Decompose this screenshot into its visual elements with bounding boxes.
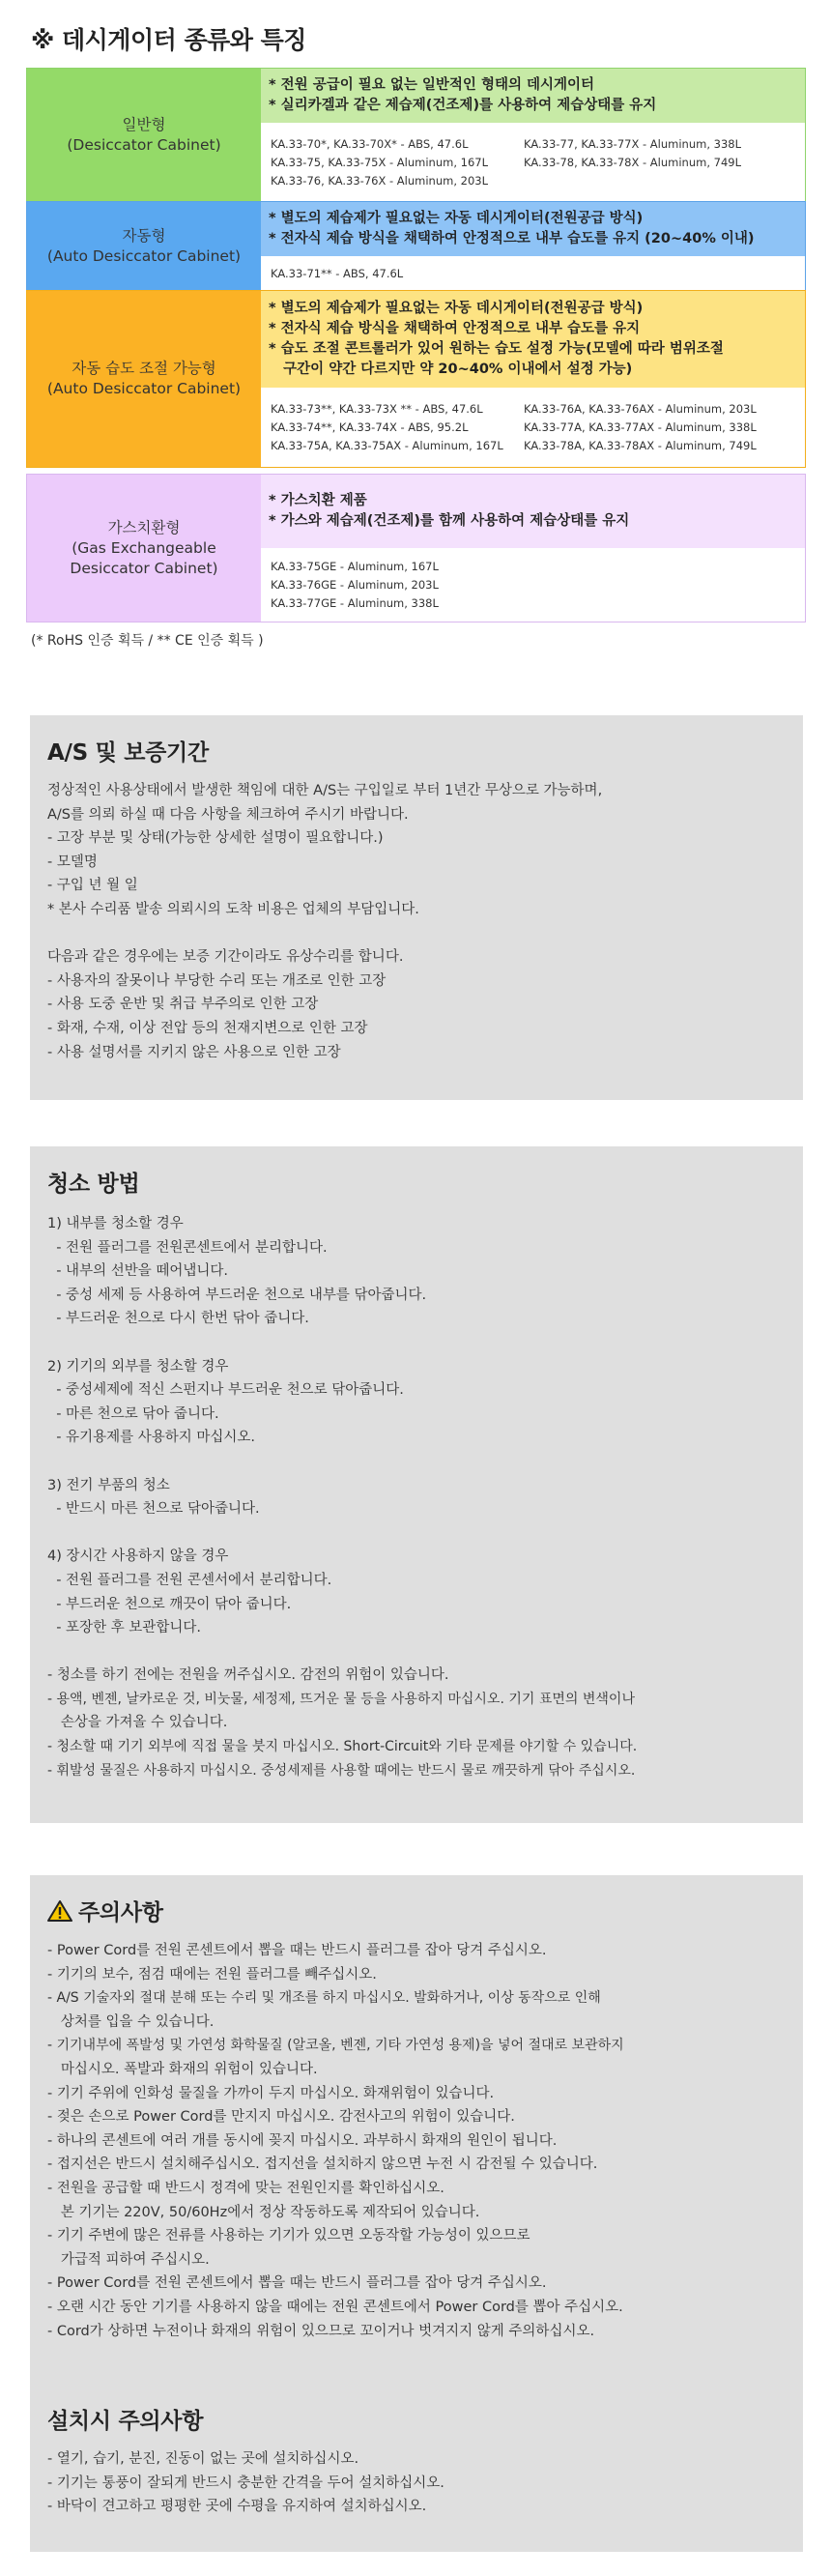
feature-item: * 가스치환 제품 [269, 493, 367, 508]
text-line [47, 1450, 793, 1474]
text-line: - 하나의 콘센트에 여러 개를 동시에 꽂지 마십시오. 과부하시 화재의 원인이 됩니다. [47, 2132, 558, 2149]
text-line: 2) 기기의 외부를 청소할 경우 [47, 1358, 229, 1375]
model-item: KA.33-75GE - Aluminum, 167L [271, 559, 439, 573]
type-name-en: Desiccator Cabinet) [70, 559, 218, 577]
type-name-ko: 가스치환형 [107, 518, 181, 536]
text-line: - 포장한 후 보관합니다. [47, 1620, 201, 1636]
model-list [261, 388, 805, 467]
text-line: - Cord가 상하면 누전이나 화재의 위험이 있으므로 꼬이거나 벗겨지지 않게 주의하십시오. [47, 2323, 595, 2339]
warranty-title: A/S 및 보증기간 [47, 740, 209, 766]
model-list [261, 256, 805, 291]
text-line: - 부드러운 천으로 깨끗이 닦아 줍니다. [47, 1596, 292, 1612]
type-detail-cell [261, 69, 805, 202]
installation-title: 설치시 주의사항 [47, 2409, 204, 2434]
text-line: 정상적인 사용상태에서 발생한 책임에 대한 A/S는 구입일로 부터 1년간 무상으로 가능하며, [47, 783, 603, 798]
text-line: - 바닥이 견고하고 평평한 곳에 수평을 유지하여 설치하십시오. [47, 2499, 427, 2515]
text-line: - 용액, 벤젠, 날카로운 것, 비눗물, 세정제, 뜨거운 물 등을 사용하지 마십시오. 기기 표면의 변색이나 [47, 1691, 635, 1707]
feature-item: * 습도 조절 콘트롤러가 있어 원하는 습도 설정 가능(모델에 따라 범위조절 [269, 341, 724, 357]
text-line [47, 1521, 793, 1546]
model-item: KA.33-78, KA.33-78X - Aluminum, 749L [524, 155, 741, 169]
type-row-gas-exchangeable [26, 474, 806, 622]
text-line: - 청소할 때 기기 외부에 직접 물을 붓지 마십시오. Short-Circuit와 기타 문제를 야기할 수 있습니다. [47, 1739, 638, 1755]
model-item: KA.33-77GE - Aluminum, 338L [271, 595, 439, 610]
text-line: * 본사 수리품 발송 의뢰시의 도착 비용은 업체의 부담입니다. [47, 901, 419, 917]
text-line: 손상을 가져올 수 있습니다. [47, 1715, 228, 1731]
text-line: 3) 전기 부품의 청소 [47, 1477, 170, 1493]
type-row-auto-humidity [26, 290, 806, 468]
text-line: - 중성세제에 적신 스펀지나 부드러운 천으로 닦아줍니다. [47, 1382, 404, 1399]
model-item: KA.33-75, KA.33-75X - Aluminum, 167L [271, 155, 488, 169]
cleaning-title: 청소 방법 [47, 1172, 140, 1197]
text-line: 가급적 피하여 주십시오. [47, 2251, 210, 2268]
type-name-cell [27, 475, 261, 622]
type-name-en: (Auto Desiccator Cabinet) [46, 380, 242, 397]
text-line: - 접지선은 반드시 설치해주십시오. 접지선을 설치하지 않으면 누전 시 감전될 수 있습니다. [47, 2156, 598, 2173]
model-item: KA.33-77, KA.33-77X - Aluminum, 338L [524, 136, 741, 151]
text-line: - 마른 천으로 닦아 줍니다. [47, 1405, 219, 1422]
text-line: - 전원을 공급할 때 반드시 정격에 맞는 전원인지를 확인하십시오. [47, 2180, 444, 2196]
feature-list [261, 291, 805, 388]
type-name-en: (Auto Desiccator Cabinet) [46, 247, 242, 265]
type-name-ko: 자동형 [122, 227, 166, 245]
cleaning-text [47, 1212, 793, 1782]
text-line: - 기기내부에 폭발성 및 가연성 화학물질 (알코올, 벤젠, 기타 가연성 용제)을 넣어 절대로 보관하지 [47, 2038, 624, 2054]
warranty-text [47, 779, 793, 1064]
text-line: - 사용자의 잘못이나 부당한 수리 또는 개조로 인한 고장 [47, 972, 387, 989]
cautions-panel [30, 1875, 803, 2552]
text-line: - 오랜 시간 동안 기기를 사용하지 않을 때에는 전원 콘센트에서 Power Cord를 뽑아 주십시오. [47, 2299, 623, 2315]
type-detail-cell [261, 475, 805, 622]
text-line: - 휘발성 물질은 사용하지 마십시오. 중성세제를 사용할 때에는 반드시 물로 깨끗하게 닦아 주십시오. [47, 1762, 636, 1779]
text-line: - 화재, 수재, 이상 전압 등의 천재지변으로 인한 고장 [47, 1020, 368, 1036]
text-line [47, 1640, 793, 1664]
types-section-title: ※ 데시게이터 종류와 특징 [31, 26, 306, 54]
text-line: - 유기용제를 사용하지 마십시오. [47, 1430, 255, 1446]
model-item: KA.33-75A, KA.33-75AX - Aluminum, 167L [271, 438, 503, 452]
text-line: 마십시오. 폭발과 화재의 위험이 있습니다. [47, 2061, 318, 2077]
text-line: - 기기 주변에 많은 전류를 사용하는 기기가 있으면 오동작할 가능성이 있으므로 [47, 2228, 530, 2244]
feature-item: * 전자식 제습 방식을 채택하여 안정적으로 내부 습도를 유지 (20~40% 이내) [269, 231, 755, 246]
text-line [47, 922, 793, 946]
model-item: KA.33-76A, KA.33-76AX - Aluminum, 203L [524, 401, 757, 416]
cleaning-panel [30, 1146, 803, 1823]
text-line: - 기기는 통풍이 잘되게 반드시 충분한 간격을 두어 설치하십시오. [47, 2475, 444, 2491]
text-line: 1) 내부를 청소할 경우 [47, 1216, 184, 1231]
text-line: - 부드러운 천으로 다시 한번 닦아 줍니다. [47, 1311, 309, 1327]
warranty-panel [30, 715, 803, 1100]
text-line: - 기기의 보수, 점검 때에는 전원 플러그를 빼주십시오. [47, 1966, 377, 1983]
text-line: - 전원 플러그를 전원 콘센서에서 분리합니다. [47, 1572, 332, 1588]
type-name-ko: 자동 습도 조절 가능형 [72, 360, 216, 377]
feature-item: * 전자식 제습 방식을 채택하여 안정적으로 내부 습도를 유지 [269, 321, 641, 336]
text-line: - 중성 세제 등 사용하여 부드러운 천으로 내부를 닦아줍니다. [47, 1287, 427, 1303]
text-line: - 전원 플러그를 전원콘센트에서 분리합니다. [47, 1239, 328, 1256]
text-line: - Power Cord를 전원 콘센트에서 뽑을 때는 반드시 플러그를 잡아 당겨 주십시오. [47, 1943, 547, 1958]
model-item: KA.33-71** - ABS, 47.6L [271, 266, 404, 280]
model-item: KA.33-73**, KA.33-73X ** - ABS, 47.6L [271, 401, 483, 416]
text-line: 상처를 입을 수 있습니다. [47, 2013, 215, 2030]
feature-item: * 별도의 제습제가 필요없는 자동 데시게이터(전원공급 방식) [269, 301, 644, 316]
warning-icon [47, 1899, 72, 1923]
text-line: - 열기, 습기, 분진, 진동이 없는 곳에 설치하십시오. [47, 2451, 359, 2467]
text-line: - 젖은 손으로 Power Cord를 만지지 마십시오. 감전사고의 위험이 있습니다. [47, 2109, 515, 2126]
feature-item: 구간이 약간 다르지만 약 20~40% 이내에서 설정 가능) [269, 362, 633, 377]
model-item: KA.33-76, KA.33-76X - Aluminum, 203L [271, 173, 488, 188]
type-name-en: (Gas Exchangeable [72, 538, 216, 557]
feature-item: * 전원 공급이 필요 없는 일반적인 형태의 데시게이터 [269, 77, 595, 93]
type-detail-cell [261, 291, 805, 467]
text-line: 4) 장시간 사용하지 않을 경우 [47, 1548, 229, 1565]
text-line: A/S를 의뢰 하실 때 다음 사항을 체크하여 주시기 바랍니다. [47, 806, 409, 823]
text-line: - 사용 설명서를 지키지 않은 사용으로 인한 고장 [47, 1044, 341, 1060]
type-detail-cell [261, 202, 805, 291]
model-list [261, 123, 805, 202]
type-name-cell [27, 291, 261, 467]
type-name-cell [27, 69, 261, 202]
text-line: - A/S 기술자외 절대 분해 또는 수리 및 개조를 하지 마십시오. 발화하거나, 이상 동작으로 인해 [47, 1990, 601, 2007]
model-item: KA.33-74**, KA.33-74X - ABS, 95.2L [271, 420, 469, 434]
text-line: - 청소를 하기 전에는 전원을 꺼주십시오. 감전의 위험이 있습니다. [47, 1667, 449, 1684]
text-line: - 고장 부분 및 상태(가능한 상세한 설명이 필요합니다.) [47, 830, 384, 847]
text-line: - 내부의 선반을 떼어냅니다. [47, 1263, 228, 1280]
feature-item: * 별도의 제습제가 필요없는 자동 데시게이터(전원공급 방식) [269, 211, 644, 226]
text-line: - 사용 도중 운반 및 취급 부주의로 인한 고장 [47, 997, 319, 1013]
model-item: KA.33-77A, KA.33-77AX - Aluminum, 338L [524, 420, 757, 434]
type-name-cell [27, 202, 261, 291]
feature-list [261, 475, 805, 548]
certification-note: (* RoHS 인증 획득 / ** CE 인증 획득 ) [31, 633, 264, 649]
text-line [47, 1331, 793, 1355]
text-line: - 기기 주위에 인화성 물질을 가까이 두지 마십시오. 화재위험이 있습니다. [47, 2085, 495, 2101]
model-item: KA.33-70*, KA.33-70X* - ABS, 47.6L [271, 136, 469, 151]
text-line: - Power Cord를 전원 콘센트에서 뽑을 때는 반드시 플러그를 잡아 당겨 주십시오. [47, 2275, 547, 2292]
cautions-title: 주의사항 [78, 1900, 163, 1925]
text-line: - 모델명 [47, 854, 98, 870]
cautions-heading [47, 1895, 163, 1926]
text-line: - 구입 년 월 일 [47, 878, 138, 894]
text-line: 본 기기는 220V, 50/60Hz에서 정상 작동하도록 제작되어 있습니다. [47, 2204, 480, 2220]
model-item: KA.33-78A, KA.33-78AX - Aluminum, 749L [524, 438, 757, 452]
cautions-text [47, 1939, 793, 2343]
type-row-general [26, 68, 806, 203]
feature-item: * 실리카겔과 같은 제습제(건조제)를 사용하여 제습상태를 유지 [269, 98, 657, 113]
text-line: - 반드시 마른 천으로 닦아줍니다. [47, 1501, 260, 1518]
model-list [261, 548, 805, 622]
installation-text [47, 2447, 793, 2519]
feature-item: * 가스와 제습제(건조제)를 함께 사용하여 제습상태를 유지 [269, 513, 630, 529]
type-row-auto [26, 201, 806, 292]
type-name-ko: 일반형 [122, 116, 166, 133]
model-item: KA.33-76GE - Aluminum, 203L [271, 577, 439, 592]
feature-list [261, 69, 805, 123]
type-name-en: (Desiccator Cabinet) [67, 136, 221, 154]
feature-list [261, 202, 805, 256]
text-line: 다음과 같은 경우에는 보증 기간이라도 유상수리를 합니다. [47, 949, 404, 966]
